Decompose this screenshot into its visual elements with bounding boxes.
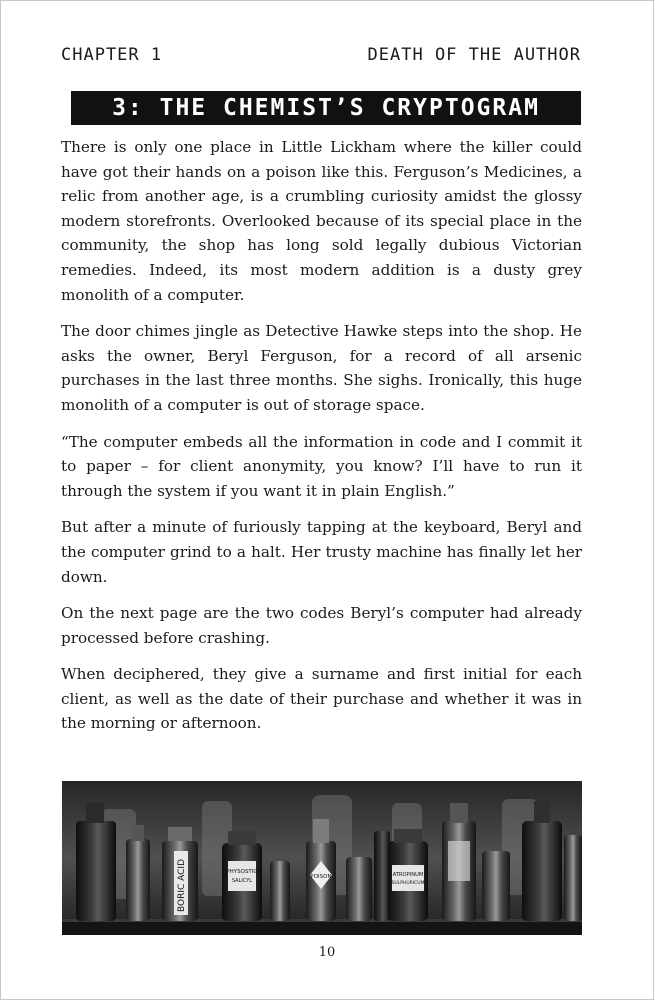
running-head: [61, 45, 581, 67]
paragraph: When deciphered, they give a surname and first initial for each client, as well as the date of their purchase and whether it was in the morning or afternoon.: [61, 665, 582, 733]
section-title: 3: THE CHEMIST’S CRYPTOGRAM: [71, 91, 581, 125]
paragraph: But after a minute of furiously tapping at the keyboard, Beryl and the computer grind to a halt. Her trusty machine has finally let her down.: [61, 518, 582, 586]
body-text: [61, 135, 582, 748]
paragraph: There is only one place in Little Lickham where the killer could have got their hands on a poison like this. Ferguson’s Medicines, a relic from another age, is a crumbling curiosity amidst the glossy modern storefronts. Overlooked because of its special place in the community, the shop has long sold legally dubious Victorian remedies. Indeed, its most modern addition is a dusty grey monolith of a computer.: [61, 138, 582, 304]
paragraph: On the next page are the two codes Beryl’s computer had already processed before crashing.: [61, 604, 582, 647]
bottle-label-boric: BORIC ACID: [177, 858, 187, 912]
page-number: 10: [318, 945, 336, 960]
bottle-label-physostig-sub: SALICYL: [231, 878, 253, 884]
bottle-label-poison: POISON: [310, 874, 332, 880]
apothecary-bottles-photo: [62, 781, 582, 935]
chapter-label: CHAPTER 1: [61, 45, 163, 65]
paragraph: “The computer embeds all the information in code and I commit it to paper – for client anonymity, you know? I’ll have to run it through the system if you want it in plain English.”: [61, 432, 582, 500]
paragraph: The door chimes jingle as Detective Hawke steps into the shop. He asks the owner, Beryl Ferguson, for a record of all arsenic purchases in the last three months. She sighs. Ironically, this huge monolith of a computer is out of storage space.: [61, 322, 582, 414]
bottle-label-atropinum-sub: SULPHURICUM: [391, 881, 425, 886]
bottle-label-physostig: PHYSOSTIG: [226, 869, 258, 875]
bottle-label-atropinum: ATROPINUM: [392, 872, 424, 878]
book-title: DEATH OF THE AUTHOR: [367, 45, 581, 65]
